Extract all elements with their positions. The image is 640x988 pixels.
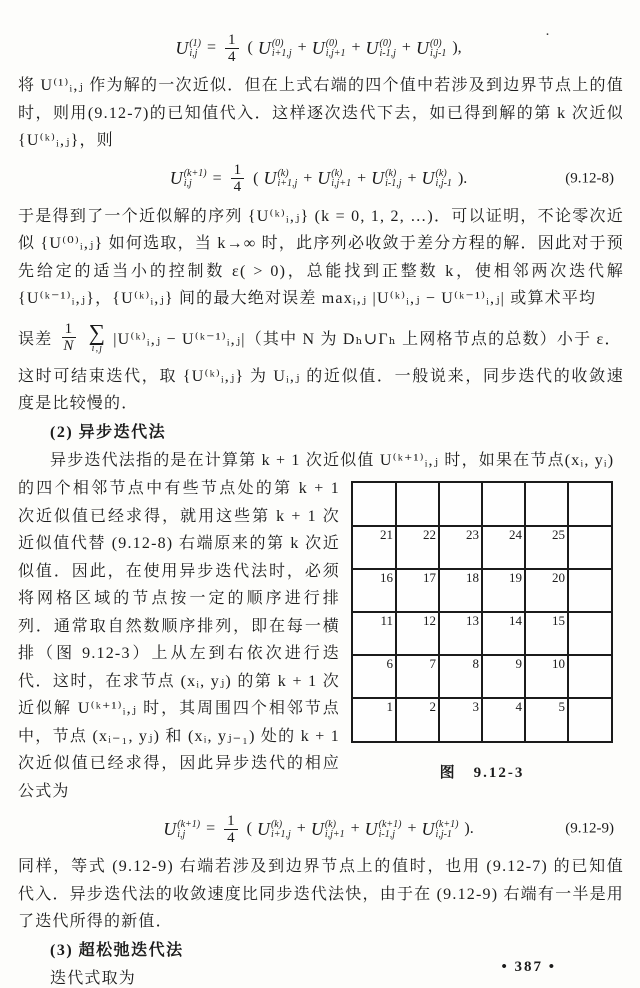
- formula-9-12-8: [18, 156, 624, 202]
- section-heading-sor: (3) 超松弛迭代法: [50, 941, 184, 959]
- grid-node-label: 15: [552, 613, 565, 628]
- grid-node-label: 8: [472, 656, 479, 671]
- paragraph-stop-criterion: 这时可结束迭代，取 {U⁽ᵏ⁾ᵢ,ⱼ} 为 Uᵢ,ⱼ 的近似值．一般说来，同步迭代的收敛速度是比较慢的．: [18, 367, 624, 412]
- summation-symbol: ∑ i,j: [88, 320, 107, 354]
- grid-node-label: 9: [515, 656, 522, 671]
- grid-node-label: 1: [386, 699, 393, 714]
- grid-figure: [351, 481, 613, 743]
- grid-node-label: 23: [466, 527, 479, 542]
- average-error-suffix: |U⁽ᵏ⁾ᵢ,ⱼ − U⁽ᵏ⁻¹⁾ᵢ,ⱼ|（其中 N 为 Dₕ∪Γₕ 上网格节点的总数）小于 ε．: [113, 331, 622, 348]
- paragraph-sor-intro: 迭代式取为: [50, 969, 137, 987]
- paragraph-first-approx: 将 U⁽¹⁾ᵢ,ⱼ 作为解的一次近似．但在上式右端的四个值中若涉及到边界节点上的值时，则用(9.12-7)的已知值代入．这样逐次迭代下去，如已得到解的第 k 次近似 {U⁽ᵏ⁾ᵢ,ⱼ}，则: [18, 77, 624, 149]
- paragraph-async-remark: 同样，等式 (9.12-9) 右端若涉及到边界节点上的值时，也用 (9.12-7) 的已知值代入．异步迭代法的收敛速度比同步迭代法快，由于在 (9.12-9) 右端有一半是用了迭代所得的新值．: [18, 858, 624, 930]
- grid-node-label: 11: [380, 613, 393, 628]
- two-column-section: [18, 475, 624, 805]
- equation-number: (9.12-8): [565, 170, 614, 186]
- grid-node-label: 10: [552, 656, 565, 671]
- paragraph-async-intro: 异步迭代法指的是在计算第 k + 1 次近似值 U⁽ᵏ⁺¹⁾ᵢ,ⱼ 时，如果在节点(xᵢ, yᵢ): [50, 451, 615, 469]
- grid-node-label: 20: [552, 570, 565, 585]
- equation-number: (9.12-9): [565, 820, 614, 837]
- grid-node-label: 14: [509, 613, 522, 628]
- grid-node-label: 2: [429, 699, 436, 714]
- paragraph-convergence: 于是得到了一个近似解的序列 {U⁽ᵏ⁾ᵢ,ⱼ} (k = 0, 1, 2, …)．可以证明，不论零次近似 {U⁽⁰⁾ᵢ,ⱼ} 如何选取，当 k→∞ 时，此序列必收敛于差分方程的解．因此对于预先给定的适当小的控制数 ε( > 0)，总能找到正整数 k，使相邻两次迭代解 {U⁽ᵏ⁻¹⁾ᵢ,ⱼ}，{U⁽ᵏ⁾ᵢ,ⱼ} 间的最大绝对误差 maxᵢ,ⱼ |U⁽ᵏ⁾ᵢ,ⱼ − U⁽ᵏ⁻¹⁾ᵢ,ⱼ| 或算术平均: [18, 207, 624, 307]
- figure-9-12-3: [340, 475, 624, 805]
- grid-node-label: 4: [515, 699, 522, 714]
- grid-node-label: 5: [558, 699, 565, 714]
- average-error-prefix: 误差: [18, 331, 53, 348]
- paragraph-async-detail: 的四个相邻节点中有些节点处的第 k + 1 次近似值已经求得，就用这些第 k + 1 次近似值代替 (9.12-8) 右端原来的第 k 次近似值．因此，在使用异步迭代法时，必须将网格区域的节点按一定的顺序进行排列．通常取自然数顺序排列，即在每一横排（图 9.12-3）上从左到右依次进行迭代．这时，在求节点 (xᵢ, yⱼ) 的第 k + 1 次近似解 U⁽ᵏ⁺¹⁾ᵢ,ⱼ 时，其周围四个相邻节点中，节点 (xᵢ₋₁, yⱼ) 和 (xᵢ, yⱼ₋₁) 处的 k + 1 次近似值已经求得，因此异步迭代的相应公式为: [18, 480, 340, 800]
- formula-body: U (k+1) i,j = $\frac{1}{4}$ ( U (k) i+1,j + U (k) i,j+1 + U (k) i-1,j + U (k) i,j-1 ).: [169, 162, 468, 195]
- formula-first-approximation: [18, 25, 624, 71]
- formula-body: U (k+1) i,j = $\frac{1}{4}$ ( U (k) i+1,j + U (k) i,j+1 + U (k+1) i-1,j + U (k+1) i,j-1 ).: [163, 812, 474, 846]
- grid-node-label: 3: [472, 699, 479, 714]
- grid-node-label: 6: [386, 656, 393, 671]
- grid-node-label: 19: [509, 570, 522, 585]
- page-number: • 387 •: [501, 959, 556, 975]
- formula-9-12-9: [18, 806, 624, 852]
- scan-artifact-dot: ·: [545, 27, 550, 43]
- grid-node-label: 12: [423, 613, 436, 628]
- grid-node-label: 25: [552, 527, 565, 542]
- figure-caption: 图 9.12-3: [439, 765, 525, 781]
- fraction-one-over-n: $\frac{1}{N}$: [63, 321, 75, 354]
- grid-node-label: 13: [466, 613, 479, 628]
- grid-node-label: 22: [423, 527, 436, 542]
- grid-node-label: 16: [380, 570, 393, 585]
- grid-vertical-line: [567, 483, 569, 741]
- grid-vertical-line: [524, 483, 526, 741]
- paragraph-average-error: [18, 313, 624, 363]
- grid-node-label: 18: [466, 570, 479, 585]
- formula-body: U (1) i,j = $\frac{1}{4}$ ( U (0) i+1,j + U (0) i,j+1 + U (0) i-1,j + U (0) i,j-1 ),: [175, 31, 462, 65]
- grid-node-label: 24: [509, 527, 522, 542]
- section-heading-async-iteration: (2) 异步迭代法: [50, 423, 167, 441]
- grid-node-label: 21: [380, 527, 393, 542]
- grid-node-label: 7: [429, 656, 436, 671]
- grid-node-label: 17: [423, 570, 436, 585]
